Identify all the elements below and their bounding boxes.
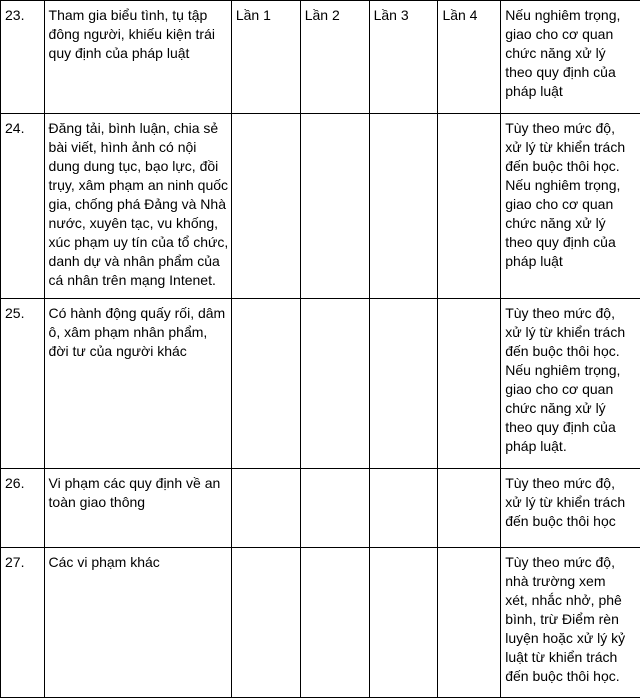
handling-note: Tùy theo mức độ, xử lý từ khiển trách đến buộc thôi học. Nếu nghiêm trọng, giao cho cơ quan chức năng xử lý theo quy định của pháp luật (501, 114, 640, 299)
table-row (1, 469, 640, 548)
offense-count-4 (438, 548, 501, 698)
offense-count-2 (300, 469, 369, 548)
table-row (1, 1, 640, 114)
row-number: 27. (1, 548, 45, 698)
offense-count-3 (369, 548, 438, 698)
offense-count-4: Lần 4 (438, 1, 501, 114)
row-number: 26. (1, 469, 45, 548)
row-number: 24. (1, 114, 45, 299)
violation-description: Có hành động quấy rối, dâm ô, xâm phạm nhân phẩm, đời tư của người khác (44, 299, 231, 469)
offense-count-3 (369, 114, 438, 299)
offense-count-1: Lần 1 (231, 1, 300, 114)
handling-note: Nếu nghiêm trọng, giao cho cơ quan chức năng xử lý theo quy định của pháp luật (501, 1, 640, 114)
violation-description: Vi phạm các quy định về an toàn giao thông (44, 469, 231, 548)
violation-description: Đăng tải, bình luận, chia sẻ bài viết, hình ảnh có nội dung dung tục, bạo lực, đồi trụy, xâm phạm an ninh quốc gia, chống phá Đảng và Nhà nước, xuyên tạc, vu khống, xúc phạm uy tín của tổ chức, danh dự và nhân phẩm của cá nhân trên mạng Intenet. (44, 114, 231, 299)
offense-count-3 (369, 469, 438, 548)
table-row (1, 548, 640, 698)
offense-count-1 (231, 299, 300, 469)
row-number: 25. (1, 299, 45, 469)
table-row (1, 299, 640, 469)
handling-note: Tùy theo mức độ, xử lý từ khiển trách đến buộc thôi học (501, 469, 640, 548)
offense-count-4 (438, 469, 501, 548)
offense-count-2 (300, 548, 369, 698)
table-row (1, 114, 640, 299)
offense-count-2: Lần 2 (300, 1, 369, 114)
offense-count-1 (231, 469, 300, 548)
offense-count-1 (231, 548, 300, 698)
offense-count-4 (438, 299, 501, 469)
offense-count-2 (300, 114, 369, 299)
offense-count-4 (438, 114, 501, 299)
offense-count-3: Lần 3 (369, 1, 438, 114)
violation-description: Các vi phạm khác (44, 548, 231, 698)
offense-count-1 (231, 114, 300, 299)
handling-note: Tùy theo mức độ, nhà trường xem xét, nhắc nhở, phê bình, trừ Điểm rèn luyện hoặc xử lý kỷ luật từ khiển trách đến buộc thôi học. (501, 548, 640, 698)
row-number: 23. (1, 1, 45, 114)
offense-count-3 (369, 299, 438, 469)
offense-count-2 (300, 299, 369, 469)
violation-description: Tham gia biểu tình, tụ tập đông người, khiếu kiện trái quy định của pháp luật (44, 1, 231, 114)
handling-note: Tùy theo mức độ, xử lý từ khiển trách đến buộc thôi học. Nếu nghiêm trọng, giao cho cơ quan chức năng xử lý theo quy định của pháp luật. (501, 299, 640, 469)
